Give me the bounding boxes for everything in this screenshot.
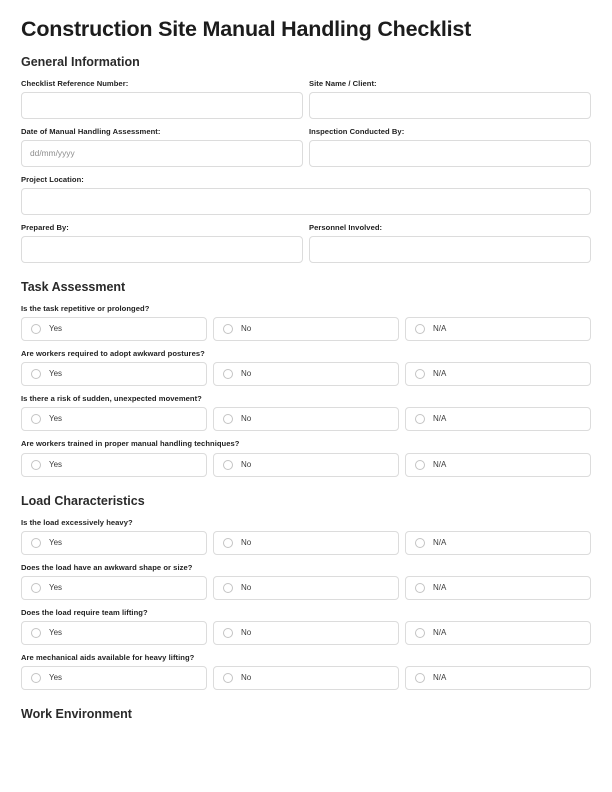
- radio-button-icon[interactable]: [223, 414, 233, 424]
- radio-button-icon[interactable]: [31, 414, 41, 424]
- option-no[interactable]: [213, 362, 399, 386]
- option-label: N/A: [433, 459, 447, 469]
- option-yes[interactable]: [21, 576, 207, 600]
- question-block: [21, 394, 591, 431]
- text-input[interactable]: [309, 92, 591, 119]
- radio-button-icon[interactable]: [223, 369, 233, 379]
- field-label: Inspection Conducted By:: [309, 126, 405, 136]
- radio-button-icon[interactable]: [415, 369, 425, 379]
- question-label: Are mechanical aids available for heavy lifting?: [21, 652, 195, 662]
- question-label: Is the load excessively heavy?: [21, 517, 133, 527]
- radio-button-icon[interactable]: [31, 369, 41, 379]
- question-block: [21, 518, 591, 555]
- question-block: [21, 608, 591, 645]
- field-row: [21, 223, 591, 263]
- option-label: Yes: [49, 672, 63, 682]
- option-label: N/A: [433, 672, 447, 682]
- radio-button-icon[interactable]: [415, 673, 425, 683]
- option-no[interactable]: [213, 621, 399, 645]
- radio-button-icon[interactable]: [31, 538, 41, 548]
- option-na[interactable]: [405, 531, 591, 555]
- option-no[interactable]: [213, 317, 399, 341]
- option-yes[interactable]: [21, 317, 207, 341]
- option-yes[interactable]: [21, 621, 207, 645]
- option-na[interactable]: [405, 453, 591, 477]
- radio-button-icon[interactable]: [415, 460, 425, 470]
- option-label: No: [241, 627, 252, 637]
- form-field: [21, 223, 303, 263]
- text-input[interactable]: [309, 140, 591, 167]
- radio-button-icon[interactable]: [31, 673, 41, 683]
- option-na[interactable]: [405, 621, 591, 645]
- option-label: N/A: [433, 369, 447, 379]
- question-block: [21, 304, 591, 341]
- option-yes[interactable]: [21, 666, 207, 690]
- question-label: Is there a risk of sudden, unexpected movement?: [21, 394, 202, 404]
- option-label: Yes: [49, 324, 63, 334]
- page-title: Construction Site Manual Handling Checklist: [21, 17, 472, 41]
- radio-button-icon[interactable]: [223, 324, 233, 334]
- option-label: No: [241, 459, 252, 469]
- text-input[interactable]: [21, 236, 303, 263]
- option-label: Yes: [49, 459, 63, 469]
- radio-button-icon[interactable]: [223, 538, 233, 548]
- field-row: [21, 175, 591, 215]
- form-section: [21, 280, 591, 476]
- question-block: [21, 653, 591, 690]
- text-input[interactable]: [21, 188, 591, 215]
- radio-button-icon[interactable]: [31, 324, 41, 334]
- text-input[interactable]: [309, 236, 591, 263]
- question-label: Is the task repetitive or prolonged?: [21, 304, 150, 314]
- form-section: [21, 55, 591, 263]
- options-row: [21, 576, 591, 600]
- section-heading: Load Characteristics: [21, 493, 145, 508]
- option-label: Yes: [49, 414, 63, 424]
- form-field: [309, 127, 591, 167]
- option-na[interactable]: [405, 407, 591, 431]
- option-label: No: [241, 324, 252, 334]
- option-label: Yes: [49, 627, 63, 637]
- text-input[interactable]: [21, 140, 303, 167]
- radio-button-icon[interactable]: [31, 583, 41, 593]
- radio-button-icon[interactable]: [415, 324, 425, 334]
- options-row: [21, 666, 591, 690]
- question-label: Does the load have an awkward shape or size?: [21, 562, 193, 572]
- form-field: [21, 79, 303, 119]
- form-field: [309, 79, 591, 119]
- option-label: No: [241, 582, 252, 592]
- field-row: [21, 127, 591, 167]
- option-no[interactable]: [213, 453, 399, 477]
- form-field: [309, 223, 591, 263]
- radio-button-icon[interactable]: [415, 414, 425, 424]
- option-no[interactable]: [213, 531, 399, 555]
- form-field: [21, 175, 591, 215]
- option-label: Yes: [49, 537, 63, 547]
- option-label: N/A: [433, 582, 447, 592]
- radio-button-icon[interactable]: [223, 628, 233, 638]
- question-label: Are workers required to adopt awkward postures?: [21, 349, 205, 359]
- option-label: No: [241, 672, 252, 682]
- field-label: Date of Manual Handling Assessment:: [21, 126, 161, 136]
- field-label: Project Location:: [21, 174, 84, 184]
- option-label: Yes: [49, 369, 63, 379]
- option-label: N/A: [433, 627, 447, 637]
- question-label: Does the load require team lifting?: [21, 607, 148, 617]
- option-label: No: [241, 537, 252, 547]
- option-label: Yes: [49, 582, 63, 592]
- option-na[interactable]: [405, 362, 591, 386]
- option-no[interactable]: [213, 666, 399, 690]
- option-yes[interactable]: [21, 531, 207, 555]
- radio-button-icon[interactable]: [415, 583, 425, 593]
- field-label: Checklist Reference Number:: [21, 78, 129, 88]
- form-section: [21, 494, 591, 690]
- options-row: [21, 531, 591, 555]
- option-label: No: [241, 369, 252, 379]
- options-row: [21, 407, 591, 431]
- option-na[interactable]: [405, 666, 591, 690]
- options-row: [21, 621, 591, 645]
- radio-button-icon[interactable]: [415, 538, 425, 548]
- form-field: [21, 127, 303, 167]
- radio-button-icon[interactable]: [223, 583, 233, 593]
- form-sections: [21, 55, 591, 722]
- section-heading: Work Environment: [21, 706, 132, 721]
- option-no[interactable]: [213, 576, 399, 600]
- question-block: [21, 563, 591, 600]
- field-label: Site Name / Client:: [309, 78, 377, 88]
- question-block: [21, 439, 591, 476]
- option-yes[interactable]: [21, 453, 207, 477]
- form-section: [21, 707, 591, 722]
- radio-button-icon[interactable]: [31, 628, 41, 638]
- option-na[interactable]: [405, 317, 591, 341]
- question-block: [21, 349, 591, 386]
- field-label: Personnel Involved:: [309, 222, 383, 232]
- option-label: N/A: [433, 414, 447, 424]
- question-label: Are workers trained in proper manual handling techniques?: [21, 439, 240, 449]
- radio-button-icon[interactable]: [223, 460, 233, 470]
- option-yes[interactable]: [21, 407, 207, 431]
- options-row: [21, 453, 591, 477]
- radio-button-icon[interactable]: [223, 673, 233, 683]
- option-label: No: [241, 414, 252, 424]
- option-no[interactable]: [213, 407, 399, 431]
- section-heading: Task Assessment: [21, 280, 126, 295]
- options-row: [21, 317, 591, 341]
- radio-button-icon[interactable]: [415, 628, 425, 638]
- section-heading: General Information: [21, 54, 140, 69]
- options-row: [21, 362, 591, 386]
- field-row: [21, 79, 591, 119]
- field-label: Prepared By:: [21, 222, 69, 232]
- option-label: N/A: [433, 537, 447, 547]
- option-na[interactable]: [405, 576, 591, 600]
- option-yes[interactable]: [21, 362, 207, 386]
- option-label: N/A: [433, 324, 447, 334]
- text-input[interactable]: [21, 92, 303, 119]
- radio-button-icon[interactable]: [31, 460, 41, 470]
